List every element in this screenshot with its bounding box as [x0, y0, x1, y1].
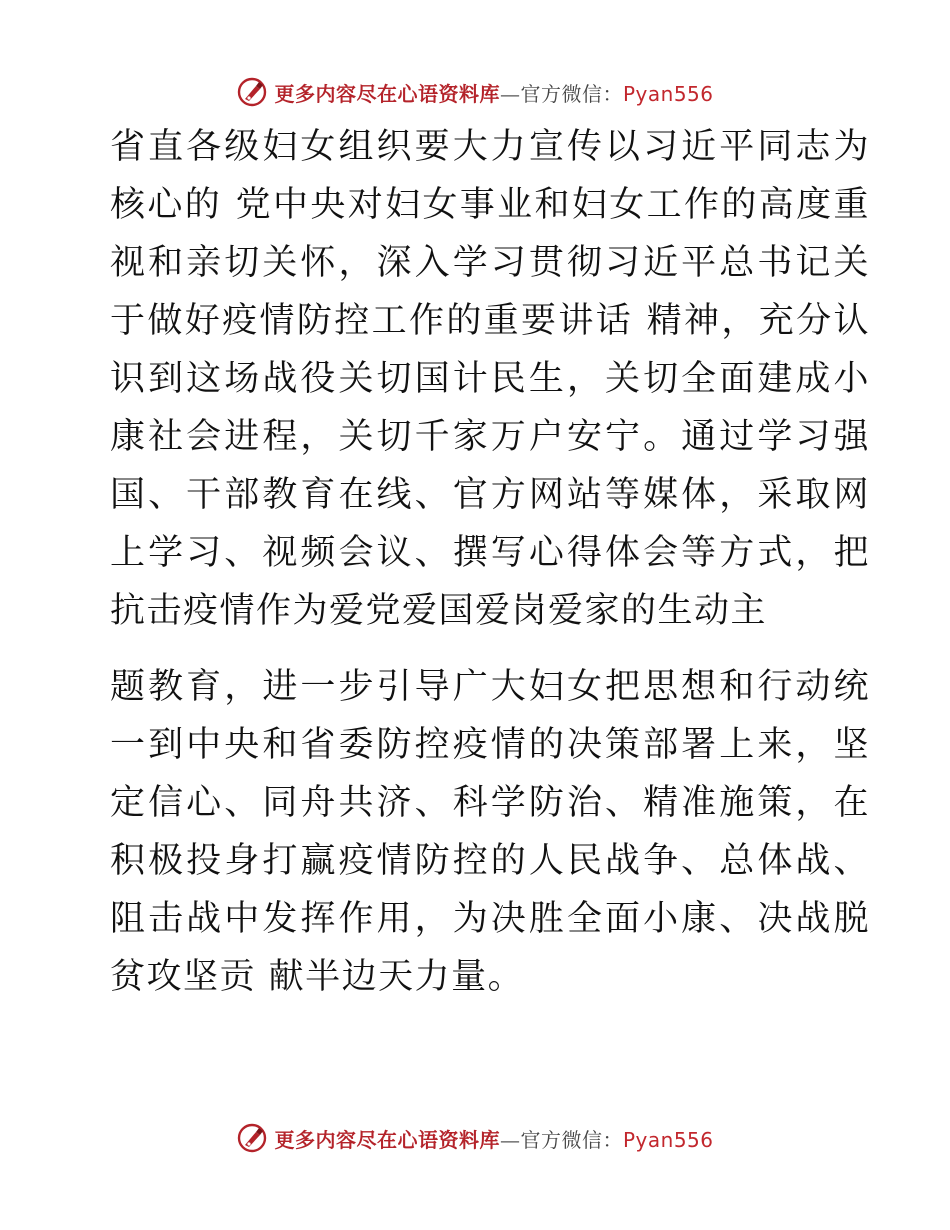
banner-wechat-label: 官方微信：	[520, 1127, 623, 1152]
body-paragraph-2: 题教育，进一步引导广大妇女把思想和行动统一到中央和省委防控疫情的决策部署上来，坚定信心、同舟共济、科学防治、精准施策，在积极投身打赢疫情防控的人民战争、总体战、阻击战中发挥作用，为决胜全面小康、决战脱贫攻坚贡 献半边天力量。	[110, 667, 870, 997]
body-paragraph-1: 省直各级妇女组织要大力宣传以习近平同志为核心的 党中央对妇女事业和妇女工作的高度重视和亲切关怀，深入学习贯彻习近平总书记关于做好疫情防控工作的重要讲话 精神，充分认识到这场战役关切国计民生，关切全面建成小康社会进程，关切千家万户安宁。通过学习强国、干部教育在线、官方网站等媒体，采取网上学习、视频会议、撰写心得体会等方式，把抗击疫情作为爱党爱国爱岗爱家的生动主	[110, 127, 870, 631]
banner-text	[274, 1124, 713, 1153]
footer-banner	[0, 1118, 950, 1158]
pen-nib-logo-icon	[236, 76, 268, 108]
banner-title: 更多内容尽在心语资料库	[274, 1127, 500, 1152]
banner-dash: —	[499, 81, 521, 106]
banner-wechat-id: Pyan556	[622, 81, 714, 106]
pen-nib-logo-icon	[236, 1122, 268, 1154]
banner-title: 更多内容尽在心语资料库	[274, 81, 500, 106]
banner-wechat-id: Pyan556	[622, 1127, 714, 1152]
banner-wechat-label: 官方微信：	[520, 81, 623, 106]
banner-dash: —	[499, 1127, 521, 1152]
header-banner	[0, 72, 950, 112]
banner-text	[274, 78, 713, 107]
